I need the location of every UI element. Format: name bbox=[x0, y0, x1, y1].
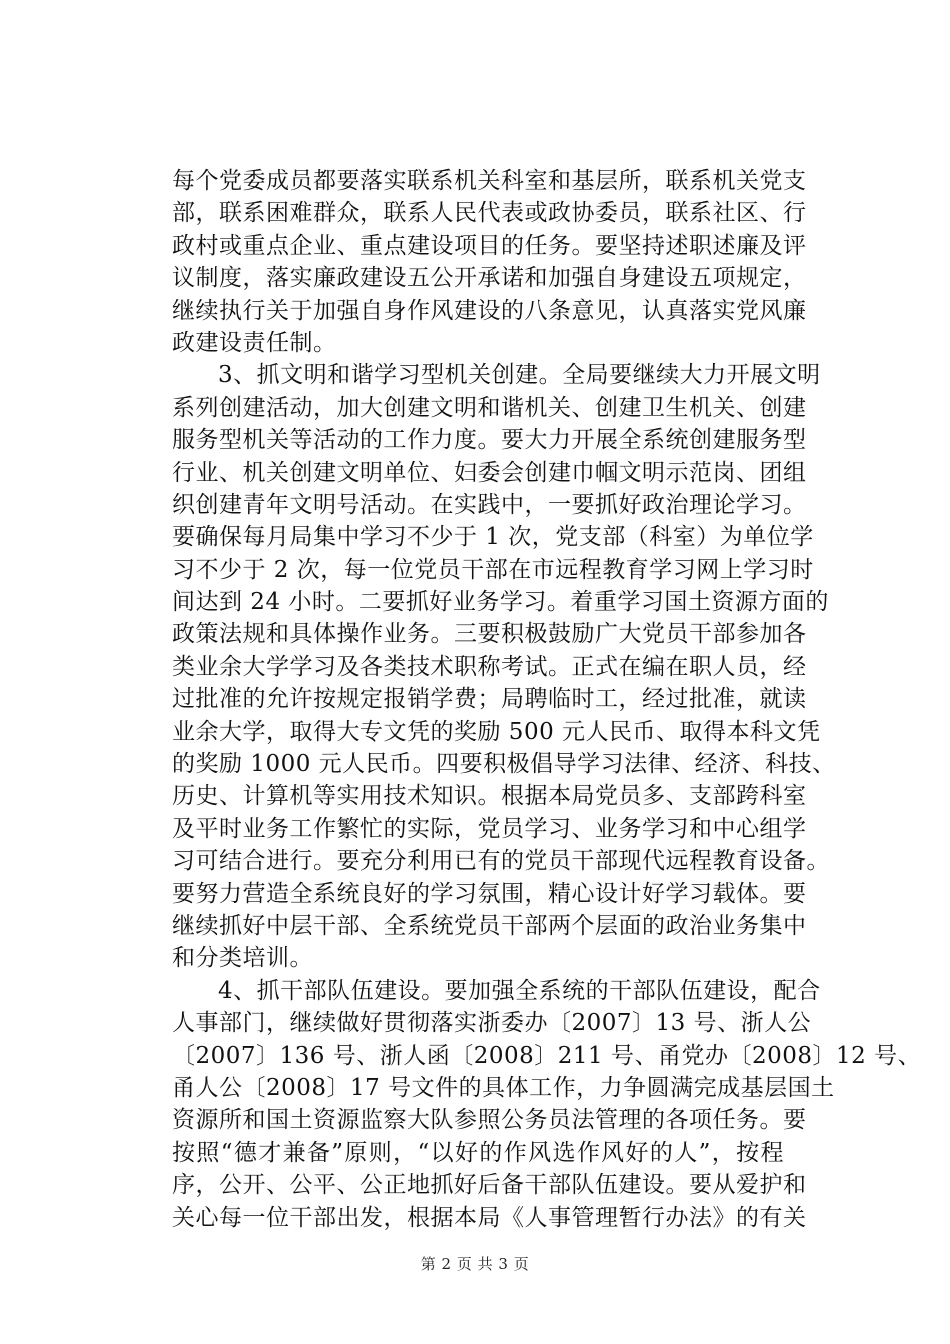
text-line-5: 继续执行关于加强自身作风建设的八条意见，认真落实党风廉 bbox=[172, 297, 807, 324]
text-line-25: 和分类培训。 bbox=[172, 945, 313, 972]
text-line-3: 政村或重点企业、重点建设项目的任务。要坚持述职述廉及评 bbox=[172, 232, 807, 259]
text-line-32: 序，公开、公平、公正地抓好后备干部队伍建设。要从爱护和 bbox=[172, 1172, 807, 1199]
text-line-18: 业余大学，取得大专文凭的奖励 500 元人民币、取得本科文凭 bbox=[172, 718, 821, 745]
text-line-20: 历史、计算机等实用技术知识。根据本局党员多、支部跨科室 bbox=[172, 783, 807, 810]
text-line-8: 系列创建活动，加大创建文明和谐机关、创建卫生机关、创建 bbox=[172, 394, 807, 421]
text-line-31: 按照“德才兼备”原则，“以好的作风选作风好的人”，按程 bbox=[172, 1139, 784, 1166]
text-line-16: 类业余大学学习及各类技术职称考试。正式在编在职人员，经 bbox=[172, 653, 807, 680]
text-line-24: 继续抓好中层干部、全系统党员干部两个层面的政治业务集中 bbox=[172, 912, 807, 939]
text-line-12: 要确保每月局集中学习不少于 1 次，党支部（科室）为单位学 bbox=[172, 524, 814, 551]
text-line-13: 习不少于 2 次，每一位党员干部在市远程教育学习网上学习时 bbox=[172, 556, 814, 583]
text-line-22: 习可结合进行。要充分利用已有的党员干部现代远程教育设备。 bbox=[172, 848, 830, 875]
text-line-26: 4、抓干部队伍建设。要加强全系统的干部队伍建设，配合 bbox=[218, 977, 821, 1004]
text-line-30: 资源所和国土资源监察大队参照公务员法管理的各项任务。要 bbox=[172, 1107, 807, 1134]
text-line-29: 甬人公〔2008〕17 号文件的具体工作，力争圆满完成基层国土 bbox=[172, 1074, 835, 1101]
text-line-33: 关心每一位干部出发，根据本局《人事管理暂行办法》的有关 bbox=[172, 1204, 807, 1231]
text-line-2: 部，联系困难群众，联系人民代表或政协委员，联系社区、行 bbox=[172, 200, 807, 227]
text-line-6: 政建设责任制。 bbox=[172, 329, 337, 356]
text-line-9: 服务型机关等活动的工作力度。要大力开展全系统创建服务型 bbox=[172, 427, 807, 454]
text-line-28: 〔2007〕136 号、浙人函〔2008〕211 号、甬党办〔2008〕12 号、 bbox=[172, 1042, 922, 1069]
body-text bbox=[172, 165, 922, 1234]
text-line-14: 间达到 24 小时。二要抓好业务学习。着重学习国土资源方面的 bbox=[172, 589, 829, 616]
page-footer: 第 2 页 共 3 页 bbox=[420, 1255, 530, 1273]
text-line-23: 要努力营造全系统良好的学习氛围，精心设计好学习载体。要 bbox=[172, 880, 807, 907]
text-line-10: 行业、机关创建文明单位、妇委会创建巾帼文明示范岗、团组 bbox=[172, 459, 807, 486]
text-line-19: 的奖励 1000 元人民币。四要积极倡导学习法律、经济、科技、 bbox=[172, 751, 836, 778]
text-line-4: 议制度，落实廉政建设五公开承诺和加强自身建设五项规定， bbox=[172, 265, 807, 292]
text-line-27: 人事部门，继续做好贯彻落实浙委办〔2007〕13 号、浙人公 bbox=[172, 1010, 812, 1037]
text-line-7: 3、抓文明和谐学习型机关创建。全局要继续大力开展文明 bbox=[218, 362, 821, 389]
text-line-15: 政策法规和具体操作业务。三要积极鼓励广大党员干部参加各 bbox=[172, 621, 807, 648]
text-line-21: 及平时业务工作繁忙的实际，党员学习、业务学习和中心组学 bbox=[172, 815, 807, 842]
text-line-17: 过批准的允许按规定报销学费；局聘临时工，经过批准，就读 bbox=[172, 686, 807, 713]
text-line-11: 织创建青年文明号活动。在实践中，一要抓好政治理论学习。 bbox=[172, 491, 807, 518]
text-line-1: 每个党委成员都要落实联系机关科室和基层所，联系机关党支 bbox=[172, 168, 807, 194]
